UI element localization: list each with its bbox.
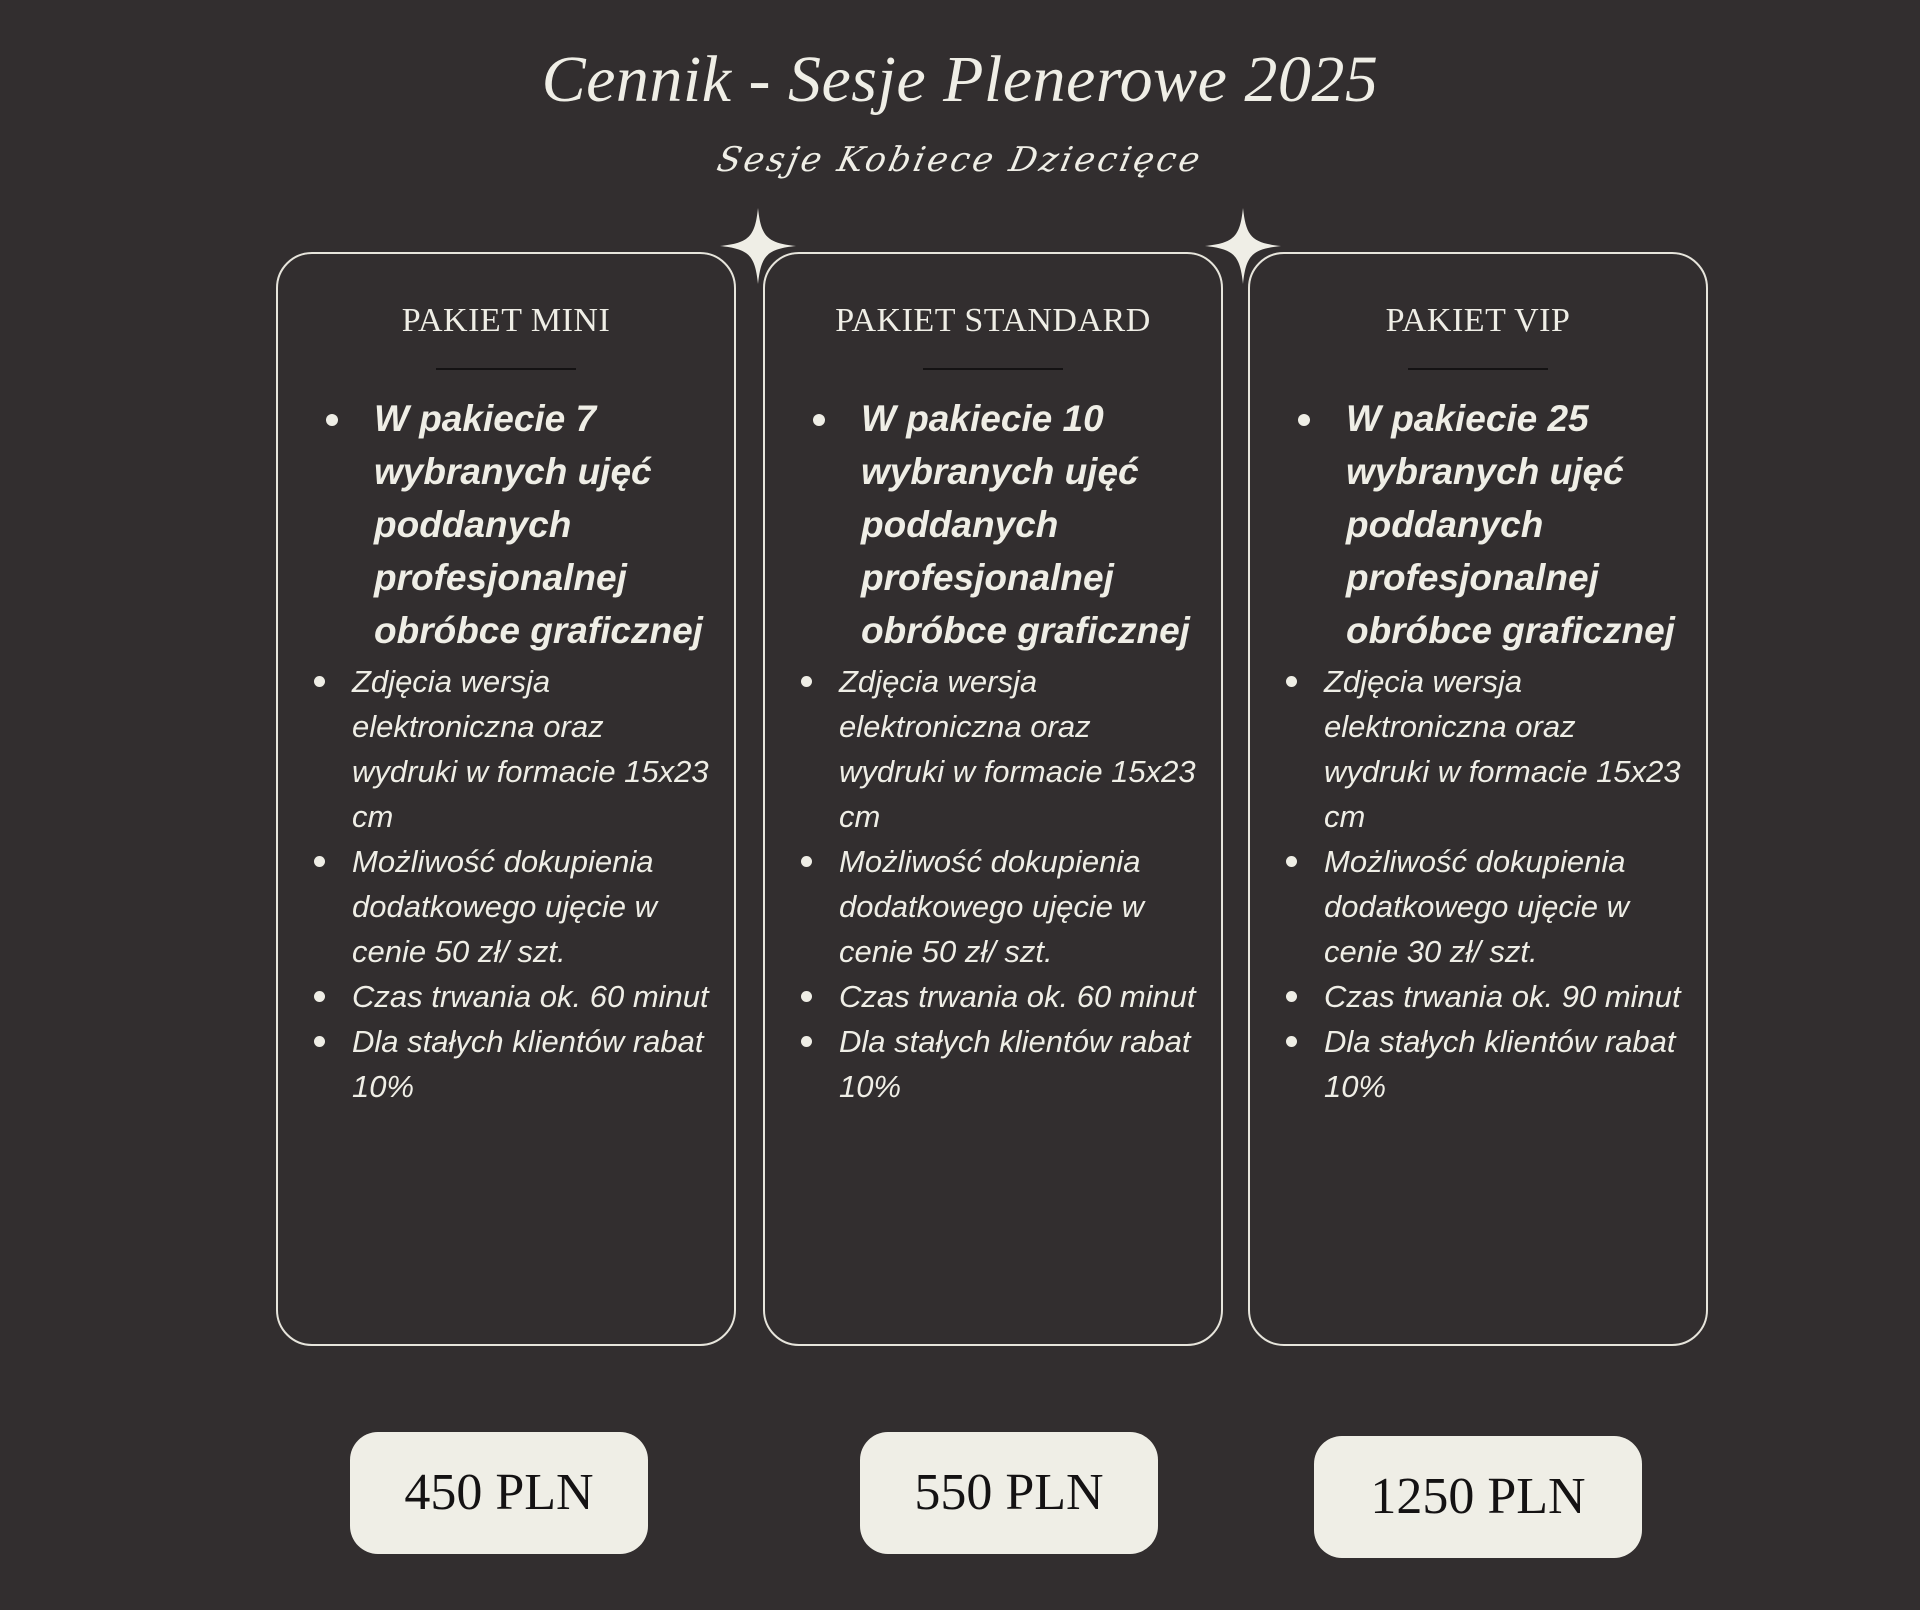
- bullet-icon: [314, 991, 325, 1002]
- feature-text: Czas trwania ok. 60 minut: [352, 979, 709, 1014]
- feature-list: [322, 392, 724, 1109]
- feature-text: Dla stałych klientów rabat 10%: [1324, 1024, 1676, 1104]
- feature-item: [797, 659, 1199, 839]
- feature-text: Możliwość dokupienia dodatkowego ujęcie w cenie 50 zł/ szt.: [839, 844, 1145, 969]
- bullet-icon: [801, 991, 812, 1002]
- title-divider: [1408, 368, 1548, 370]
- bullet-icon: [326, 414, 338, 426]
- bullet-icon: [314, 856, 325, 867]
- feature-text: Możliwość dokupienia dodatkowego ujęcie w cenie 50 zł/ szt.: [352, 844, 658, 969]
- bullet-icon: [314, 1036, 325, 1047]
- price-badge-standard: 550 PLN: [860, 1432, 1158, 1554]
- feature-text: Zdjęcia wersja elektroniczna oraz wydruki w formacie 15x23 cm: [352, 664, 709, 834]
- feature-text: Czas trwania ok. 60 minut: [839, 979, 1196, 1014]
- bullet-icon: [801, 676, 812, 687]
- package-title: PAKIET STANDARD: [835, 302, 1151, 339]
- package-title: PAKIET MINI: [401, 302, 611, 339]
- page-subtitle: Sesje Kobiece Dziecięce: [713, 140, 1207, 180]
- feature-text: Zdjęcia wersja elektroniczna oraz wydruki w formacie 15x23 cm: [839, 664, 1196, 834]
- title-divider: [923, 368, 1063, 370]
- bullet-icon: [801, 1036, 812, 1047]
- page-title: Cennik - Sesje Plenerowe 2025: [541, 43, 1379, 116]
- bullet-icon: [813, 414, 825, 426]
- feature-item: [797, 1019, 1199, 1109]
- feature-item: [797, 974, 1199, 1019]
- main-feature-text: W pakiecie 10 wybranych ujęć poddanych profesjonalnej obróbce graficznej: [861, 398, 1190, 651]
- price-badge-mini: 450 PLN: [350, 1432, 648, 1554]
- main-feature: [809, 392, 1211, 657]
- bullet-icon: [801, 856, 812, 867]
- feature-list: [809, 392, 1211, 1109]
- feature-item: [1282, 1019, 1684, 1109]
- main-feature-text: W pakiecie 25 wybranych ujęć poddanych profesjonalnej obróbce graficznej: [1346, 398, 1675, 651]
- main-feature: [322, 392, 724, 657]
- main-feature-text: W pakiecie 7 wybranych ujęć poddanych profesjonalnej obróbce graficznej: [374, 398, 703, 651]
- package-card-mini: [276, 252, 736, 1346]
- feature-item: [310, 974, 712, 1019]
- bullet-icon: [1286, 991, 1297, 1002]
- package-card-vip: [1248, 252, 1708, 1346]
- feature-item: [1282, 839, 1684, 974]
- bullet-icon: [1286, 676, 1297, 687]
- title-divider: [436, 368, 576, 370]
- feature-item: [310, 1019, 712, 1109]
- feature-item: [310, 659, 712, 839]
- main-feature: [1294, 392, 1696, 657]
- package-title: PAKIET VIP: [1385, 302, 1571, 339]
- bullet-icon: [1298, 414, 1310, 426]
- feature-text: Zdjęcia wersja elektroniczna oraz wydruki w formacie 15x23 cm: [1324, 664, 1681, 834]
- bullet-icon: [1286, 1036, 1297, 1047]
- bullet-icon: [1286, 856, 1297, 867]
- feature-text: Dla stałych klientów rabat 10%: [839, 1024, 1191, 1104]
- feature-item: [797, 839, 1199, 974]
- package-card-standard: [763, 252, 1223, 1346]
- feature-item: [310, 839, 712, 974]
- price-badge-vip: 1250 PLN: [1314, 1436, 1642, 1558]
- bullet-icon: [314, 676, 325, 687]
- feature-list: [1294, 392, 1696, 1109]
- feature-text: Dla stałych klientów rabat 10%: [352, 1024, 704, 1104]
- feature-item: [1282, 974, 1684, 1019]
- feature-text: Możliwość dokupienia dodatkowego ujęcie w cenie 30 zł/ szt.: [1324, 844, 1630, 969]
- feature-text: Czas trwania ok. 90 minut: [1324, 979, 1681, 1014]
- feature-item: [1282, 659, 1684, 839]
